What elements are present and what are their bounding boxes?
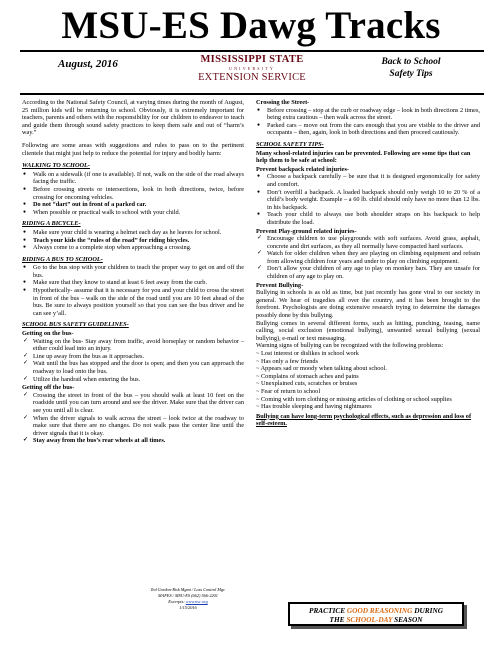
bus-list: [22, 264, 244, 317]
list-item: ✓ Crossing the street in front of the bus – you should walk at least 10 feet on the roadside until you can turn around and see the driver. Make sure that the driver can see you until all is clear.: [22, 392, 244, 415]
list-item: ~ Has only a few friends: [256, 357, 318, 365]
intro-paragraph: According to the National Safety Council, at varying times during the month of August, 25 million kids will be returning to school. Obviously, it is extremely important for teachers, parents and others with the responsibility for our children to endeavor to teach and guide them through sound safety practices to keep them safe and out of “harm’s way.”: [22, 99, 244, 137]
logo-line-3: EXTENSION SERVICE: [198, 72, 306, 83]
list-item: ● Make sure your child is wearing a helmet each day as he leaves for school.: [22, 229, 244, 237]
header-rule: [20, 93, 484, 95]
getting-off-list: [22, 392, 244, 445]
promo-accent-text: SCHOOL-DAY: [346, 615, 393, 624]
issue-date: August, 2016: [58, 58, 118, 70]
tips-heading: SCHOOL SAFETY TIPS-: [256, 140, 324, 148]
list-item: ● Choose a backpack carefully – be sure that it is designed ergonomically for safety and comfort.: [256, 173, 480, 188]
getting-on-heading: Getting on the bus-: [22, 330, 74, 338]
logo-line-1: MISSISSIPPI STATE: [200, 54, 304, 65]
list-item: ✓ When the driver signals to walk across the street – look twice at the roadway to make sure that there are no changes. Do not walk pass the center line until the driver signals that it is okay.: [22, 415, 244, 438]
intro-paragraph-2: Following are some areas with suggestions and rules to pass on to the pertinent clientele that might just help to reduce the potential for injury and bodily harm:: [22, 141, 244, 157]
issue-topic: [366, 56, 456, 80]
list-item: ✓ Encourage children to use playgrounds with soft surfaces. Avoid grass, asphalt, concrete and dirt surfaces, as they all normally have compacted hard surfaces.: [256, 235, 480, 250]
promo-text: THE: [329, 615, 347, 624]
list-item: ● Go to the bus stop with your children to teach the proper way to get on and off the bus.: [22, 264, 244, 279]
promo-line-2: [290, 615, 462, 624]
list-item: ✓ Utilize the handrail when entering the bus.: [22, 376, 244, 384]
list-item: ~ Appears sad or moody when talking about school.: [256, 365, 387, 373]
list-item: ✓ Waiting on the bus- Stay away from traffic, avoid horseplay or random behavior – either could lead into an injury.: [22, 338, 244, 353]
bullying-forms-paragraph: Bullying comes in several different forms, such as hitting, punching, teasing, name calling, social exclusion (emotional bullying), unwanted sexual bullying (sexual bullying), e-mail or text messaging.: [256, 319, 480, 342]
bullying-paragraph: Bullying in schools is as old as time, but just recently has gone viral to our society in general. We hear of tragedies all over the country, and it has been brought to the forefront. Psychologists are doing extensive research trying to determine the damages possibly done by this bullying.: [256, 289, 480, 320]
list-item: ✓ Line up away from the bus as it approaches.: [22, 353, 244, 361]
playground-heading: Prevent Play-ground related injuries-: [256, 227, 357, 235]
getting-off-heading: Getting off the bus-: [22, 384, 75, 392]
list-item: ~ Fear of return to school: [256, 387, 321, 395]
tips-intro: Many school-related injuries can be prevented. Following are some tips that can help them to be safe at school:: [256, 149, 471, 165]
list-item: ● Don’t overfill a backpack. A loaded backpack should only weigh 10 to 20 % of a child’s body weight. Example – a 60 lb. child should only have no more than 12 lbs. in his backpack.: [256, 189, 480, 212]
topic-line-2: Safety Tips: [389, 69, 433, 79]
crossing-list: [256, 107, 480, 137]
msu-extension-logo: [196, 54, 308, 84]
bus-heading: RIDING A BUS TO SCHOOL-: [22, 255, 103, 263]
list-item: ✓ Watch for older children when they are playing on climbing equipment and refrain from allowing children four years and under to play on climbing equipment.: [256, 250, 480, 265]
topic-line-1: Back to School: [381, 57, 441, 67]
author-name: Ted Gordon-Risk Mgmt / Loss Control Mgr.: [150, 587, 226, 592]
playground-list: [256, 235, 480, 281]
backpack-list: [256, 173, 480, 226]
list-item: ● Do not “dart” out in front of a parked car.: [22, 201, 244, 209]
source-link[interactable]: www.nsc.org: [185, 599, 208, 604]
list-item: ● Make sure that they know to stand at least 6 feet away from the curb.: [22, 279, 244, 287]
list-item: ~ Complains of stomach aches and pains: [256, 372, 359, 380]
warning-signs-list: [256, 350, 480, 411]
promo-text: SEASON: [392, 615, 423, 624]
newsletter-title: MSU-ES Dawg Tracks: [61, 4, 441, 47]
promo-box: [288, 602, 464, 626]
title-rule: [20, 50, 484, 52]
list-item: ● Walk on a sidewalk (if one is available). If not, walk on the side of the road always facing the traffic.: [22, 171, 244, 186]
bullying-heading: Prevent Bullying-: [256, 281, 304, 289]
bullying-conclusion: Bullying can have long-term psychological effects, such as depression and loss of self-esteem.: [256, 412, 472, 428]
list-item: ● Teach your kids the “rules of the road” for riding bicycles.: [22, 237, 244, 245]
logo-line-2: UNIVERSITY: [229, 66, 275, 71]
bicycle-heading: RIDING A BICYCLE-: [22, 220, 81, 228]
list-item: ~ Lost interest or dislikes in school work: [256, 350, 359, 357]
crossing-heading: Crossing the Street-: [256, 99, 310, 106]
left-column: [22, 99, 244, 445]
footer-date: 1/15/2016: [179, 605, 197, 610]
right-column: [256, 99, 480, 428]
author-contact: MAFES / MSU-ES (662) 566-2201: [158, 593, 218, 598]
list-item: ● When possible or practical walk to school with your child.: [22, 209, 244, 217]
list-item: ● Hypothetically- assume that it is necessary for you and your child to cross the street in front of the bus – walk on the side of the road until you are 10 feet ahead of the bus. Be sure to always position yourself so that you can see the bus driver and he can see y’all.: [22, 287, 244, 317]
list-item: ● Parked cars – move out from the cars enough that you are visible to the driver and occupants – then, again, look in both directions and then proceed cautiously.: [256, 122, 480, 137]
list-item: ✓ Stay away from the bus’s rear wheels at all times.: [22, 437, 244, 445]
bicycle-list: [22, 229, 244, 252]
walking-list: [22, 171, 244, 217]
list-item: ~ Coming with torn clothing or missing articles of clothing or school supplies: [256, 395, 452, 403]
list-item: ~ Has trouble sleeping and having nightmares: [256, 403, 372, 411]
promo-accent-text: GOOD REASONING: [346, 606, 413, 615]
backpack-heading: Prevent backpack related injuries-: [256, 165, 349, 173]
list-item: ✓ Don’t allow your children of any age to play on monkey bars. They are unsafe for children of any age to play on.: [256, 265, 480, 280]
list-item: ● Teach your child to always use both shoulder straps on his backpack to help distribute the load.: [256, 211, 480, 226]
promo-line-1: [290, 606, 462, 615]
warning-signs-intro: Warning signs of bullying can be recognized with the following problems:: [256, 342, 444, 350]
list-item: ● Before crossing streets or intersections, look in both directions, twice, before crossing for oncoming vehicles.: [22, 186, 244, 201]
promo-text: DURING: [412, 606, 443, 615]
walking-heading: WALKING TO SCHOOL-: [22, 162, 90, 170]
author-credit: [118, 587, 258, 611]
source-prefix: Excerpts:: [168, 599, 186, 604]
guidelines-heading: SCHOOL BUS SAFETY GUIDELINES-: [22, 321, 129, 329]
list-item: ● Before crossing – stop at the curb or roadway edge – look in both directions 2 times, being extra cautious – then walk across the street.: [256, 107, 480, 122]
getting-on-list: [22, 338, 244, 384]
list-item: ● Always come to a complete stop when approaching a crossing.: [22, 244, 244, 252]
promo-text: PRACTICE: [308, 606, 347, 615]
list-item: ~ Unexplained cuts, scratches or bruises: [256, 380, 358, 388]
list-item: ✓ Wait until the bus has stopped and the door is open; and then you can approach the roadway to load onto the bus.: [22, 360, 244, 375]
